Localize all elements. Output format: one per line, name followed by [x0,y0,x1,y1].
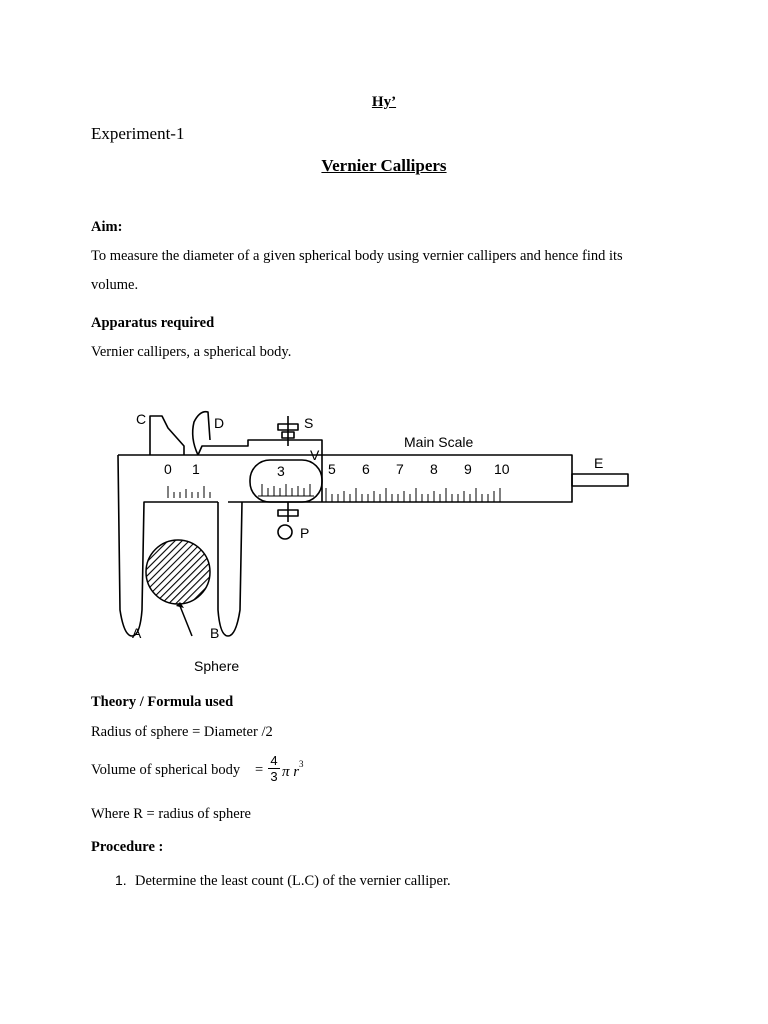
jaw-c [150,416,184,455]
main-scale-num-7: 7 [396,461,404,477]
label-c: C [136,411,147,427]
main-scale-num-10: 10 [494,461,510,477]
label-e: E [594,455,604,471]
label-s: S [304,415,314,431]
main-scale-num-5: 5 [328,461,336,477]
vernier-frame [198,440,322,502]
volume-fraction [268,754,280,783]
theory-heading: Theory / Formula used [91,694,234,710]
apparatus-heading: Apparatus required [91,315,215,331]
main-scale-num-9: 9 [464,461,472,477]
procedure-step-1 [115,872,451,890]
sphere [146,540,210,604]
label-b: B [210,625,220,641]
volume-equals: = [255,762,264,778]
aim-text-line1: To measure the diameter of a given spherical body using vernier callipers and hence find its [91,248,623,264]
aim-text-line2: volume. [91,277,139,293]
vernier-calliper-figure [110,400,640,682]
vernier-num-3: 3 [277,463,285,479]
experiment-label: Experiment-1 [91,124,185,143]
fraction-numerator: 4 [270,753,278,768]
procedure-heading: Procedure : [91,839,164,855]
pi-r: π r [282,764,300,780]
sphere-arrow [180,606,192,636]
label-d: D [214,415,225,431]
label-v: V [310,447,320,463]
main-scale-num-6: 6 [362,461,370,477]
step-text: Determine the least count (L.C) of the vernier calliper. [135,873,451,889]
header-mark: Hy’ [371,94,397,110]
depth-rod [572,474,628,486]
where-line: Where R = radius of sphere [91,806,251,822]
main-scale-label: Main Scale [404,434,474,450]
apparatus-text: Vernier callipers, a spherical body. [91,344,292,360]
radius-formula: Radius of sphere = Diameter /2 [91,724,273,740]
label-a: A [132,625,142,641]
step-number: 1. [115,872,127,888]
jaw-b [218,502,242,636]
label-p: P [300,525,310,541]
cube-exponent: 3 [299,759,304,769]
left-scale-num-0: 0 [164,461,172,477]
main-scale-num-8: 8 [430,461,438,477]
left-scale-num-1: 1 [192,461,200,477]
document-title: Vernier Callipers [321,156,447,175]
aim-heading: Aim: [91,219,123,235]
volume-formula-label: Volume of spherical body [91,762,241,778]
sphere-label: Sphere [194,658,240,674]
fraction-denominator: 3 [270,769,278,784]
